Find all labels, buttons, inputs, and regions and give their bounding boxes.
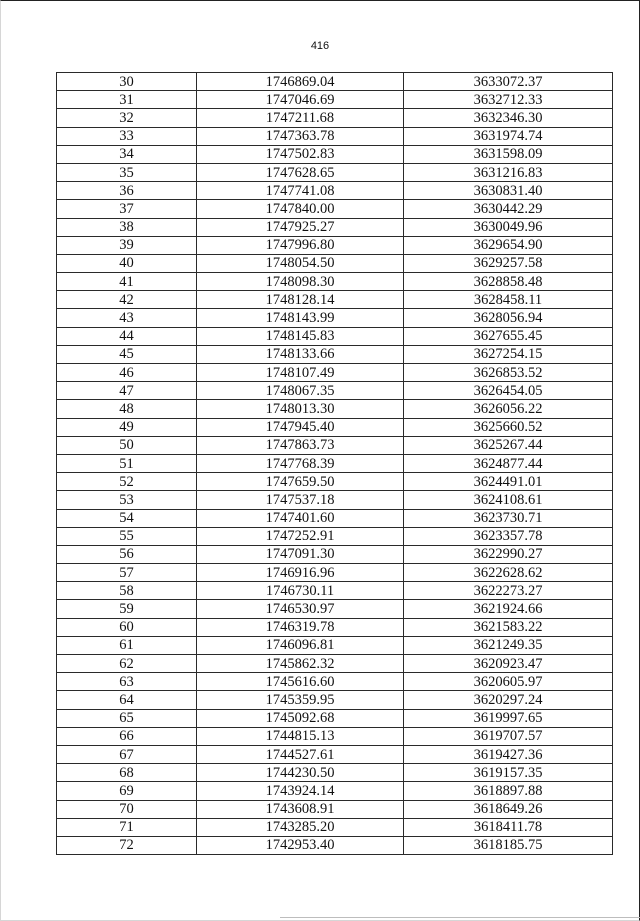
x-coordinate-cell: 1743285.20 — [197, 818, 404, 836]
y-coordinate-cell: 3627254.15 — [404, 345, 613, 363]
table-row — [57, 509, 613, 527]
point-id-cell: 57 — [57, 564, 197, 582]
x-coordinate-cell: 1744527.61 — [197, 745, 404, 763]
x-coordinate-cell: 1747046.69 — [197, 91, 404, 109]
point-id-cell: 53 — [57, 491, 197, 509]
table-row — [57, 655, 613, 673]
x-coordinate-cell: 1748013.30 — [197, 400, 404, 418]
y-coordinate-cell: 3618185.75 — [404, 836, 613, 854]
x-coordinate-cell: 1748067.35 — [197, 382, 404, 400]
y-coordinate-cell: 3624877.44 — [404, 454, 613, 472]
x-coordinate-cell: 1748054.50 — [197, 254, 404, 272]
y-coordinate-cell: 3621249.35 — [404, 636, 613, 654]
table-row — [57, 527, 613, 545]
y-coordinate-cell: 3621924.66 — [404, 600, 613, 618]
table-row — [57, 182, 613, 200]
table-row — [57, 600, 613, 618]
table-row — [57, 836, 613, 854]
table-row — [57, 382, 613, 400]
point-id-cell: 35 — [57, 163, 197, 181]
x-coordinate-cell: 1744230.50 — [197, 764, 404, 782]
point-id-cell: 58 — [57, 582, 197, 600]
table-row — [57, 473, 613, 491]
x-coordinate-cell: 1748143.99 — [197, 309, 404, 327]
point-id-cell: 47 — [57, 382, 197, 400]
x-coordinate-cell: 1747401.60 — [197, 509, 404, 527]
table-row — [57, 818, 613, 836]
point-id-cell: 54 — [57, 509, 197, 527]
x-coordinate-cell: 1745359.95 — [197, 691, 404, 709]
point-id-cell: 65 — [57, 709, 197, 727]
table-row — [57, 400, 613, 418]
point-id-cell: 42 — [57, 291, 197, 309]
table-row — [57, 218, 613, 236]
point-id-cell: 43 — [57, 309, 197, 327]
x-coordinate-cell: 1747768.39 — [197, 454, 404, 472]
x-coordinate-cell: 1743608.91 — [197, 800, 404, 818]
table-row — [57, 91, 613, 109]
y-coordinate-cell: 3631216.83 — [404, 163, 613, 181]
x-coordinate-cell: 1747863.73 — [197, 436, 404, 454]
table-row — [57, 418, 613, 436]
y-coordinate-cell: 3623730.71 — [404, 509, 613, 527]
x-coordinate-cell: 1747502.83 — [197, 145, 404, 163]
point-id-cell: 31 — [57, 91, 197, 109]
table-row — [57, 327, 613, 345]
point-id-cell: 51 — [57, 454, 197, 472]
y-coordinate-cell: 3632346.30 — [404, 109, 613, 127]
table-row — [57, 582, 613, 600]
y-coordinate-cell: 3619997.65 — [404, 709, 613, 727]
point-id-cell: 32 — [57, 109, 197, 127]
point-id-cell: 68 — [57, 764, 197, 782]
table-row — [57, 109, 613, 127]
x-coordinate-cell: 1748128.14 — [197, 291, 404, 309]
table-row — [57, 73, 613, 91]
x-coordinate-cell: 1747659.50 — [197, 473, 404, 491]
point-id-cell: 55 — [57, 527, 197, 545]
point-id-cell: 40 — [57, 254, 197, 272]
table-row — [57, 745, 613, 763]
x-coordinate-cell: 1747363.78 — [197, 127, 404, 145]
point-id-cell: 61 — [57, 636, 197, 654]
y-coordinate-cell: 3619707.57 — [404, 727, 613, 745]
x-coordinate-cell: 1748145.83 — [197, 327, 404, 345]
bottom-scan-line — [280, 917, 640, 918]
x-coordinate-cell: 1746916.96 — [197, 564, 404, 582]
x-coordinate-cell: 1746530.97 — [197, 600, 404, 618]
table-row — [57, 200, 613, 218]
x-coordinate-cell: 1748107.49 — [197, 364, 404, 382]
table-row — [57, 545, 613, 563]
y-coordinate-cell: 3630831.40 — [404, 182, 613, 200]
y-coordinate-cell: 3621583.22 — [404, 618, 613, 636]
table-row — [57, 673, 613, 691]
point-id-cell: 50 — [57, 436, 197, 454]
point-id-cell: 34 — [57, 145, 197, 163]
point-id-cell: 69 — [57, 782, 197, 800]
table-row — [57, 618, 613, 636]
y-coordinate-cell: 3619157.35 — [404, 764, 613, 782]
point-id-cell: 66 — [57, 727, 197, 745]
point-id-cell: 36 — [57, 182, 197, 200]
point-id-cell: 30 — [57, 73, 197, 91]
x-coordinate-cell: 1747211.68 — [197, 109, 404, 127]
y-coordinate-cell: 3628056.94 — [404, 309, 613, 327]
x-coordinate-cell: 1747091.30 — [197, 545, 404, 563]
x-coordinate-cell: 1746096.81 — [197, 636, 404, 654]
x-coordinate-cell: 1747252.91 — [197, 527, 404, 545]
point-id-cell: 70 — [57, 800, 197, 818]
point-id-cell: 52 — [57, 473, 197, 491]
x-coordinate-cell: 1745616.60 — [197, 673, 404, 691]
x-coordinate-cell: 1747925.27 — [197, 218, 404, 236]
table-row — [57, 291, 613, 309]
point-id-cell: 71 — [57, 818, 197, 836]
y-coordinate-cell: 3620297.24 — [404, 691, 613, 709]
y-coordinate-cell: 3618411.78 — [404, 818, 613, 836]
x-coordinate-cell: 1746319.78 — [197, 618, 404, 636]
table-row — [57, 436, 613, 454]
x-coordinate-cell: 1746730.11 — [197, 582, 404, 600]
x-coordinate-cell: 1747741.08 — [197, 182, 404, 200]
point-id-cell: 49 — [57, 418, 197, 436]
table-row — [57, 309, 613, 327]
point-id-cell: 62 — [57, 655, 197, 673]
table-row — [57, 273, 613, 291]
y-coordinate-cell: 3628858.48 — [404, 273, 613, 291]
y-coordinate-cell: 3633072.37 — [404, 73, 613, 91]
x-coordinate-cell: 1748133.66 — [197, 345, 404, 363]
table-row — [57, 163, 613, 181]
y-coordinate-cell: 3622273.27 — [404, 582, 613, 600]
y-coordinate-cell: 3629257.58 — [404, 254, 613, 272]
y-coordinate-cell: 3623357.78 — [404, 527, 613, 545]
table-row — [57, 564, 613, 582]
y-coordinate-cell: 3630442.29 — [404, 200, 613, 218]
point-id-cell: 48 — [57, 400, 197, 418]
table-row — [57, 636, 613, 654]
point-id-cell: 38 — [57, 218, 197, 236]
x-coordinate-cell: 1744815.13 — [197, 727, 404, 745]
y-coordinate-cell: 3631598.09 — [404, 145, 613, 163]
table-row — [57, 709, 613, 727]
point-id-cell: 46 — [57, 364, 197, 382]
x-coordinate-cell: 1746869.04 — [197, 73, 404, 91]
table-row — [57, 236, 613, 254]
point-id-cell: 56 — [57, 545, 197, 563]
y-coordinate-cell: 3632712.33 — [404, 91, 613, 109]
point-id-cell: 44 — [57, 327, 197, 345]
x-coordinate-cell: 1745092.68 — [197, 709, 404, 727]
point-id-cell: 37 — [57, 200, 197, 218]
table-row — [57, 491, 613, 509]
point-id-cell: 67 — [57, 745, 197, 763]
point-id-cell: 63 — [57, 673, 197, 691]
y-coordinate-cell: 3620605.97 — [404, 673, 613, 691]
y-coordinate-cell: 3626056.22 — [404, 400, 613, 418]
y-coordinate-cell: 3630049.96 — [404, 218, 613, 236]
y-coordinate-cell: 3622990.27 — [404, 545, 613, 563]
table-row — [57, 764, 613, 782]
y-coordinate-cell: 3624491.01 — [404, 473, 613, 491]
table-row — [57, 454, 613, 472]
y-coordinate-cell: 3618649.26 — [404, 800, 613, 818]
point-id-cell: 41 — [57, 273, 197, 291]
x-coordinate-cell: 1743924.14 — [197, 782, 404, 800]
x-coordinate-cell: 1748098.30 — [197, 273, 404, 291]
y-coordinate-cell: 3619427.36 — [404, 745, 613, 763]
y-coordinate-cell: 3627655.45 — [404, 327, 613, 345]
table-row — [57, 800, 613, 818]
table-row — [57, 691, 613, 709]
point-id-cell: 33 — [57, 127, 197, 145]
point-id-cell: 72 — [57, 836, 197, 854]
point-id-cell: 64 — [57, 691, 197, 709]
y-coordinate-cell: 3620923.47 — [404, 655, 613, 673]
y-coordinate-cell: 3626853.52 — [404, 364, 613, 382]
x-coordinate-cell: 1747840.00 — [197, 200, 404, 218]
table-row — [57, 727, 613, 745]
table-row — [57, 345, 613, 363]
y-coordinate-cell: 3618897.88 — [404, 782, 613, 800]
coordinates-table-body — [57, 73, 613, 855]
y-coordinate-cell: 3622628.62 — [404, 564, 613, 582]
coordinates-table — [56, 72, 613, 855]
table-row — [57, 364, 613, 382]
y-coordinate-cell: 3624108.61 — [404, 491, 613, 509]
x-coordinate-cell: 1747537.18 — [197, 491, 404, 509]
point-id-cell: 45 — [57, 345, 197, 363]
y-coordinate-cell: 3625660.52 — [404, 418, 613, 436]
x-coordinate-cell: 1742953.40 — [197, 836, 404, 854]
y-coordinate-cell: 3628458.11 — [404, 291, 613, 309]
x-coordinate-cell: 1747945.40 — [197, 418, 404, 436]
x-coordinate-cell: 1745862.32 — [197, 655, 404, 673]
table-row — [57, 145, 613, 163]
x-coordinate-cell: 1747996.80 — [197, 236, 404, 254]
table-row — [57, 254, 613, 272]
table-row — [57, 782, 613, 800]
table-row — [57, 127, 613, 145]
point-id-cell: 59 — [57, 600, 197, 618]
y-coordinate-cell: 3626454.05 — [404, 382, 613, 400]
x-coordinate-cell: 1747628.65 — [197, 163, 404, 181]
point-id-cell: 39 — [57, 236, 197, 254]
y-coordinate-cell: 3631974.74 — [404, 127, 613, 145]
page-number: 416 — [310, 40, 330, 52]
point-id-cell: 60 — [57, 618, 197, 636]
y-coordinate-cell: 3629654.90 — [404, 236, 613, 254]
y-coordinate-cell: 3625267.44 — [404, 436, 613, 454]
